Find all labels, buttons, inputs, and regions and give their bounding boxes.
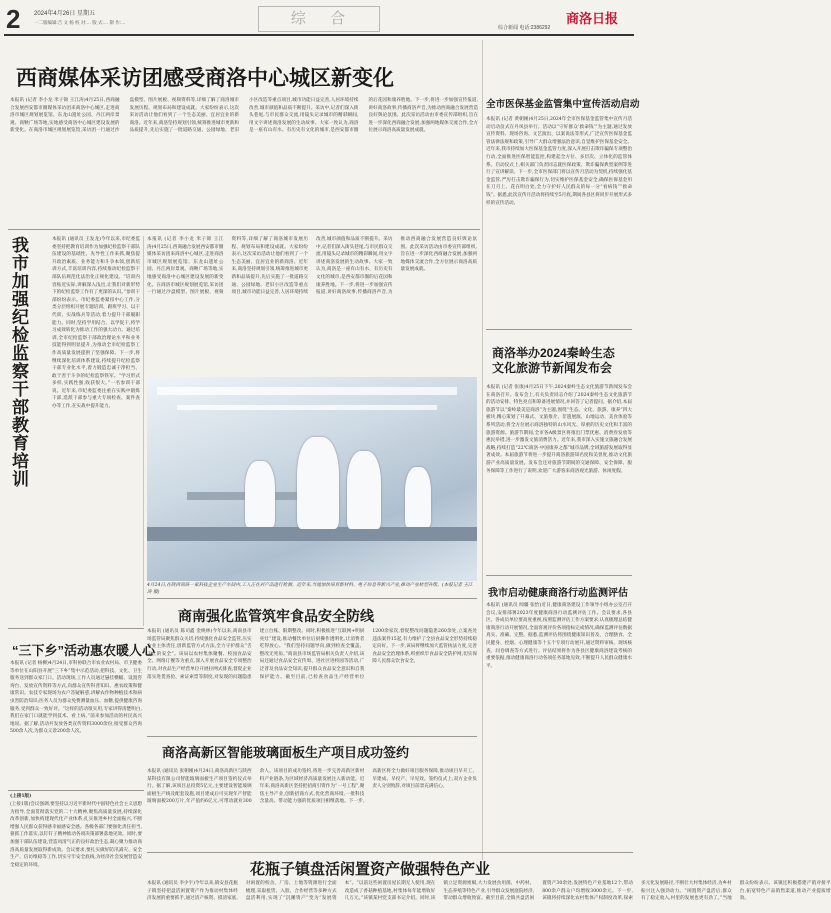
headline-huapingzi-town: 花瓶子镇盘活闲置资产做强特色产业	[250, 861, 491, 878]
article-huapingzi-town-body: 本报讯 (通讯员 李少宇)今年以来,镇安县花瓶子镇坚持把盘活闲置资产作为推动村集体经济发展的重要抓手,通过清产核资、摸清家底,对闲置的校舍、厂房、土地等资源进行全面梳理,采取租赁、入股、合作经营等多种方式盘活利用,实现了“沉睡资产”变为“发展资本”。“以前这些闲置房屋长期无人使用,现在改造成了香菇种植基地,村集体每年能增收好几万元。”该镇某村党支部书记介绍。同时,该镇立足资源禀赋,大力发展食用菌、中药材、生态养殖等特色产业,引导群众发展庭院经济,带动群众增收致富。截至目前,全镇共盘活闲置资产30余处,发展特色产业基地12个,带动800余户群众户均增收3000余元。下一步,该镇将持续深化农村集体产权制度改革,探索多元化发展路径,不断壮大村集体经济,为乡村振兴注入强劲动力。“闲置资产盘活后,群众有了稳定收入,村里的发展也更有劲了。”当地群众纷纷表示。该镇还积极搭建产销对接平台,拓宽特色产品销售渠道,推动产业提质增效。	[147, 881, 831, 902]
article-discipline-training-body: 本报讯 (通讯员 王发龙)今年以来,市纪委监委坚持把教育培训作为加强纪检监察干部队伍建设的基础性、先导性工作来抓,聚焦提升政治素质、业务能力和斗争本领,创新培训方式,丰富培训内容,持续推动纪检监察干部队伍规范化法治化正规化建设。“培训内容贴近实际,讲解深入浅出,让我们对新形势下的纪检监察工作有了更深的认识。”参训干部纷纷表示。市纪委监委紧扣中心工作,分类分层组织开展专题培训、跟班学习、以干代训、实战练兵等活动,着力提升干部履职能力。同时,坚持学用结合、以学促干,将学习成效转化为推动工作的强大动力。通过培训,全市纪检监察干部政治理论水平和业务技能得到明显提升,为推动全市纪检监察工作高质量发展提供了坚强保障。下一步,将继续深化培训体系建设,持续提升纪检监察干部专业化水平,着力锻造忠诚干净担当、敢于善于斗争的纪检监察铁军。“学习形式多样,实践性强,收获很大。”一名参训干部说。近年来,市纪委监委注重在实践中锻炼干部,选派干部参与重大专项检查、案件查办等工作,在实战中提升能力。	[52, 237, 140, 410]
page-number: 2	[6, 4, 21, 34]
headline-smart-glass-project: 商洛高新区智能玻璃面板生产项目成功签约	[162, 745, 410, 760]
header-rule	[4, 34, 634, 36]
rule	[147, 852, 633, 853]
rule	[8, 790, 144, 791]
headline-discipline-training: 我市加强纪检监察干部教育培训	[9, 236, 28, 488]
photo-caption: 4月24日,在陕西商洛一家科技企业生产车间内,工人正在对产品进行检测。近年来,当地加快培育新材料、电子信息等新兴产业,推动产业转型升级。(本报记者 王江涛 摄)	[147, 583, 473, 595]
continued-column-body: (上接1版)会议强调,要坚持以习近平新时代中国特色社会主义思想为指导,全面贯彻落实党的二十大精神,聚焦高质量发展,持续深化改革创新,加快构建现代化产业体系,扎实推进乡村全面振兴,不断增强人民群众获得感幸福感安全感。各级各部门要强化责任担当,狠抓工作落实,以钉钉子精神推动各项决策部署落地见效。同时,要加强干部队伍建设,营造风清气正的良好政治生态,凝心聚力推动商洛高质量发展取得新成效。会议要求,要扎实做好防汛减灾、安全生产、信访维稳等工作,切实守牢安全底线,为经济社会发展营造安全稳定的环境。	[10, 802, 143, 868]
headline-three-to-countryside: “三下乡”活动惠农暖人心	[12, 643, 156, 658]
article-three-to-countryside-body: 本报讯 (记者 杨柳)4月24日,市科协联合市农业农村局、市卫健委等单位在山阳县开展“三下乡”集中示范活动,把科技、文化、卫生服务送到群众家门口。活动现场,工作人员通过悬挂横幅、设置咨询台、发放宣传资料等方式,向群众宣传科普知识、惠农政策和健康常识。农技专家现场为农户答疑解惑,讲解农作物种植技术和病虫害防治知识;医务人员为群众免费测量血压、血糖,提供健康咨询服务,受到群众一致好评。“这样的活动很实用,专家讲得清楚明白,我们在家门口就能学到技术、看上病。”前来参加活动的村民高兴地说。据了解,活动共发放各类宣传资料3000余份,接受群众咨询500余人次,为群众义诊200余人次。	[10, 661, 142, 735]
col-rule	[482, 40, 483, 860]
headline-media-visit: 西商媒体采访团感受商洛中心城区新变化	[16, 67, 394, 90]
rule	[8, 628, 144, 629]
paper-logo: 商洛日报	[566, 12, 619, 27]
issue-date: 2024年4月26日 星期五	[34, 11, 96, 17]
rule	[147, 598, 477, 599]
rule	[147, 736, 477, 737]
section-label: 综 合	[258, 6, 380, 32]
headline-health-monitoring: 我市启动健康商洛行动监测评估	[488, 588, 628, 599]
headline-food-safety: 商南强化监管筑牢食品安全防线	[178, 608, 374, 624]
rule	[8, 229, 480, 230]
article-health-monitoring-body: 本报讯 (通讯员 闻疆 张怡)近日,健康商洛建设工作领导小组办公室召开会议,安排部署2023年度健康商洛行动监测评估工作。会议要求,各县区、各成员单位要高度重视,按照监测评估工作方案要求,认真梳理总结健康商洛行动开展情况,全面客观评价各项指标完成情况,确保监测评估数据真实、准确、完整。据悉,监测评估将围绕健康知识普及、合理膳食、全民健身、控烟、心理健康等十五个专项行动展开,通过资料审核、现场核查、问卷调查等方式进行。评估结果将作为各县区健康商洛建设考核的重要依据,推动健康商洛行动各项任务落地见效,不断提升人民群众健康水平。	[486, 603, 632, 669]
continued-column-title: (上接1版)	[10, 794, 32, 799]
article-eco-tourism-festival-body: 本报讯 (记者 张康)4月25日下午,2024秦岭生态文化旅游节新闻发布会在商洛召开。发布会上,有关负责同志介绍了2024秦岭生态文化旅游节的活动安排、特色亮点和筹备进展情况,并回答了记者提问。据介绍,本届旅游节以“秦岭最美是商洛”为主题,围绕“生态、文化、旅游、康养”四大板块,精心策划了开幕式、文旅推介、非遗展演、山地运动、美食体验等系列活动,将全方位展示商洛独特的山水风光、厚重的历史文化和丰富的旅游资源。旅游节期间,全市各A级景区将推出门票优惠、消费券发放等惠民举措,进一步激发文旅消费活力。近年来,我市深入实施文旅融合发展战略,持续打造“22℃商洛·中国康养之都”城市品牌,全域旅游发展取得显著成效。本届旅游节将进一步提升商洛旅游知名度和美誉度,推动文化旅游产业高质量发展。发布会还对旅游节期间的交通保障、安全保障、服务保障等工作进行了说明,欢迎广大游客来商洛观光旅游、休闲度假。	[486, 385, 632, 474]
article-smart-glass-project-body: 本报讯 (通讯员 张朝刚)4月24日,商洛高新区与陕西某科技有限公司智能玻璃面板生产项目签约仪式举行。据了解,该项目总投资5亿元,主要建设智能玻璃面板生产线及配套设施,项目建成后可实现年产智能玻璃面板200万片,年产值约6亿元,可带动就业300余人。该项目的成功签约,将进一步完善高新区新材料产业链条,为区域经济高质量发展注入新动能。近年来,商洛高新区坚持把招商引资作为“一号工程”,聚焦主导产业,创新招商方式,优化营商环境,一批科技含量高、带动能力强的优质项目相继落地。下一步,高新区将全力做好项目服务保障,推动项目早开工、早建成、早投产、早见效。签约仪式上,双方企业负责人分别致辞,对项目前景充满信心。	[147, 769, 477, 805]
article-food-safety-body: 本报讯 (通讯员 陈司鑫 金焕林)今年以来,商南县市场监管局聚焦群众关切,持续强化食品安全监管,压实企业主体责任,创新监管方式方法,全力守护群众“舌尖上的安全”。该局以农村集体聚餐、校园食品安全、网络订餐等为重点,深入开展食品安全专项整治行动,对食品生产经营单位开展拉网式排查,督促企业落实进货查验、索证索票等制度,对发现的问题隐患建立台账、限期整改。同时,积极推进“互联网+明厨亮灶”建设,推动餐饮单位后厨操作透明化,让消费者吃得放心。“我们坚持问题导向,做到检查全覆盖、整改无死角。”商南县市场监管局相关负责人介绍,该局还通过食品安全宣传周、进社区进校园等活动,广泛普及食品安全知识,提升群众食品安全意识和自我保护能力。截至目前,已检查食品生产经营单位1200余家次,督促整改问题隐患260余处,立案查处违法案件15起,有力维护了全县食品安全形势持续稳定向好。下一步,该局将继续加大监管执法力度,完善食品安全治理体系,织密织牢食品安全防护网,切实保障人民群众饮食安全。	[147, 629, 477, 680]
headline-eco-tourism-festival: 商洛举办2024秦岭生态文化旅游节新闻发布会	[492, 346, 615, 375]
factory-photo	[147, 377, 477, 581]
rule	[486, 329, 632, 330]
headline-medical-insurance: 全市医保基金监管集中宣传活动启动	[486, 99, 640, 110]
article-media-visit-body: 本报讯 (记者 李小龙 米子锦 王江涛)4月25日,西商融合发展西安都市圈媒体采访团来商洛中心城区,走进商洛市城区规划展览馆、东龙山遗址公园、丹江两岸景观、商鞅广场等地,实地感受商洛中心城区建设发展的新变化。在商洛市城区规划展览馆,采访团一行通过沙盘模型、图片展板、视频资料等,详细了解了商洛城市发展历程、规划布局和建设成就。大家纷纷表示,这次采访活动让他们看到了一个生态美丽、宜居宜业的新商洛。近年来,商洛坚持规划引领,统筹推进城市更新和品质提升,先后实施了一批道路交通、公园绿地、老旧小区改造等重点项目,城市功能日益完善,人居环境持续改善,城市颜值和品质不断提升。采访中,记者们深入街头巷尾,与市民群众交流,用镜头记录城市的精彩瞬间,用文字讲述商洛发展的生动故事。大家一致认为,商洛是一座有山有水、有历史有文化的城市,是西安都市圈的后花园和康养胜地。下一步,将进一步加强宣传报道,讲好商洛故事,传播商洛声音,为推动西商融合发展营造良好舆论氛围。此次采访活动由市委宣传部组织,旨在进一步深化西商融合发展,加强两地媒体交流合作,全方位展示商洛高质量发展成就。	[10, 98, 478, 134]
col-rule	[143, 236, 144, 626]
article-medical-insurance-body: 本报讯 (记者 黄朝刚)4月25日,2024年全市医保基金监管集中宣传月活动启动仪式在丹凤县举行。活动以“守好群众‘救命钱’”为主题,通过发放宣传资料、现场咨询、文艺演出、以案说法等形式,广泛宣传医保基金监管法律法规和政策,引导广大群众增强法治意识,自觉维护医保基金安全。近年来,我市持续加大医保基金监管力度,深入开展打击欺诈骗保专项整治行动,全面推进医保智能监控,构建起全方位、多层次、立体化的监管体系。启动仪式上,相关部门负责同志就医保政策、欺诈骗保典型案例等进行了宣讲解读。下一步,全市医保部门将以宣传月活动为契机,持续强化基金监管,严厉打击欺诈骗保行为,切实维护医保基金安全,确保医保基金用在刀刃上、花在明白处,全力守护好人民群众的每一分“看病钱”“救命钱”。据悉,此次宣传月活动将持续至5月底,期间各县区将同步开展形式多样的宣传活动。	[486, 117, 633, 206]
editor-credits: 一二版编辑:吉 文 杨 校 对:… 版 式:… 制 作:…	[34, 20, 126, 25]
rule	[486, 575, 632, 576]
article-continued-text: 本报讯 (记者 李小龙 米子锦 王江涛)4月25日,西商融合发展西安都市圈媒体采访团来商洛中心城区,走进商洛市城区规划展览馆、东龙山遗址公园、丹江两岸景观、商鞅广场等地,实地感受商洛中心城区建设发展的新变化。在商洛市城区规划展览馆,采访团一行通过沙盘模型、图片展板、视频资料等,详细了解了商洛城市发展历程、规划布局和建设成就。大家纷纷表示,这次采访活动让他们看到了一个生态美丽、宜居宜业的新商洛。近年来,商洛坚持规划引领,统筹推进城市更新和品质提升,先后实施了一批道路交通、公园绿地、老旧小区改造等重点项目,城市功能日益完善,人居环境持续改善,城市颜值和品质不断提升。采访中,记者们深入街头巷尾,与市民群众交流,用镜头记录城市的精彩瞬间,用文字讲述商洛发展的生动故事。大家一致认为,商洛是一座有山有水、有历史有文化的城市,是西安都市圈的后花园和康养胜地。下一步,将进一步加强宣传报道,讲好商洛故事,传播商洛声音,为推动西商融合发展营造良好舆论氛围。此次采访活动由市委宣传部组织,旨在进一步深化西商融合发展,加强两地媒体交流合作,全方位展示商洛高质量发展成就。	[147, 237, 477, 296]
header-right-info: 综合新闻 电话:2386292	[498, 25, 551, 31]
